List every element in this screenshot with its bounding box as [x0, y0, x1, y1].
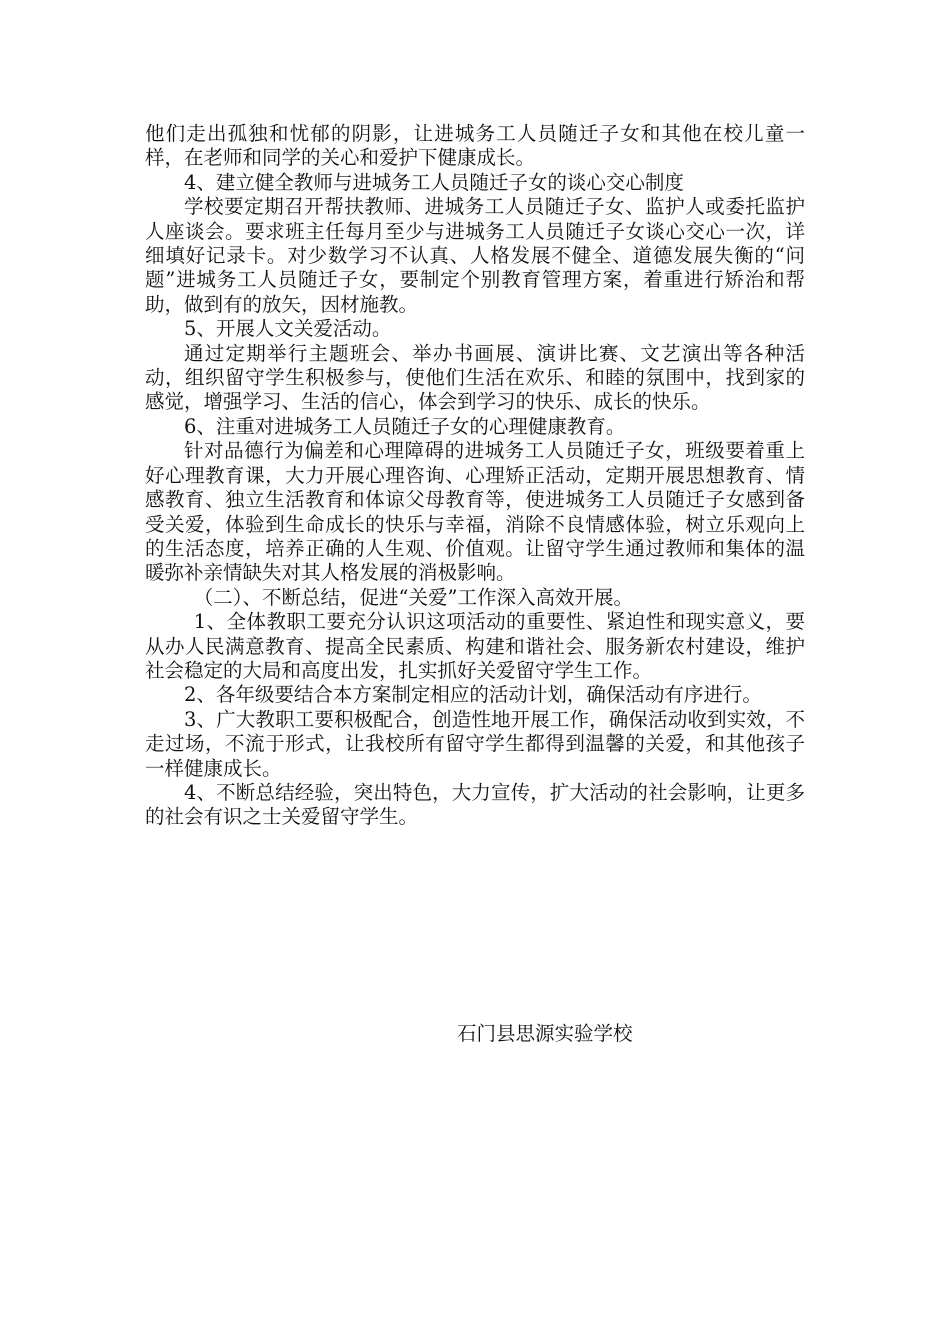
paragraph-point-3: 3、广大教职工要积极配合，创造性地开展工作，确保活动收到实效，不走过场，不流于形式，让我校所有留守学生都得到温馨的关爱，和其他孩子一样健康成长。	[145, 707, 805, 780]
heading-item-4: 4、建立健全教师与进城务工人员随迁子女的谈心交心制度	[184, 170, 684, 194]
paragraph-item-4: 学校要定期召开帮扶教师、进城务工人员随迁子女、监护人或委托监护人座谈会。要求班主任每月至少与进城务工人员随迁子女谈心交心一次，详细填好记录卡。对少数学习不认真、人格发展不健全、道德发展失衡的“问题”进城务工人员随迁子女，要制定个别教育管理方案，着重进行矫治和帮助，做到有的放矢，因材施教。	[145, 195, 805, 316]
paragraph-item-5: 通过定期举行主题班会、举办书画展、演讲比赛、文艺演出等各种活动，组织留守学生积极参与，使他们生活在欢乐、和睦的氛围中，找到家的感觉，增强学习、生活的信心，体会到学习的快乐、成长的快乐。	[145, 341, 805, 414]
section-heading-2: （二）、不断总结，促进“关爱”工作深入高效开展。	[193, 585, 633, 609]
paragraph-point-2: 2、各年级要结合本方案制定相应的活动计划，确保活动有序进行。	[184, 683, 762, 707]
paragraph-continuation: 他们走出孤独和忧郁的阴影，让进城务工人员随迁子女和其他在校儿童一样，在老师和同学的关心和爱护下健康成长。	[145, 122, 805, 170]
signature-school-name: 石门县思源实验学校	[457, 1022, 633, 1045]
paragraph-point-1: 1、全体教职工要充分认识这项活动的重要性、紧迫性和现实意义，要从办人民满意教育、提高全民素质、构建和谐社会、服务新农村建设，维护社会稳定的大局和高度出发，扎实抓好关爱留守学生工作。	[145, 610, 805, 682]
heading-item-6: 6、注重对进城务工人员随迁子女的心理健康教育。	[184, 414, 626, 438]
heading-item-5: 5、开展人文关爱活动。	[184, 317, 392, 341]
paragraph-point-4: 4、不断总结经验，突出特色，大力宣传，扩大活动的社会影响，让更多的社会有识之士关爱留守学生。	[145, 780, 805, 829]
document-body	[145, 122, 805, 830]
paragraph-item-6: 针对品德行为偏差和心理障碍的进城务工人员随迁子女，班级要着重上好心理教育课，大力开展心理咨询、心理矫正活动，定期开展思想教育、情感教育、独立生活教育和体谅父母教育等，使进城务工人员随迁子女感到备受关爱，体验到生命成长的快乐与幸福，消除不良情感体验，树立乐观向上的生活态度，培养正确的人生观、价值观。让留守学生通过教师和集体的温暖弥补亲情缺失对其人格发展的消极影响。	[145, 439, 805, 585]
